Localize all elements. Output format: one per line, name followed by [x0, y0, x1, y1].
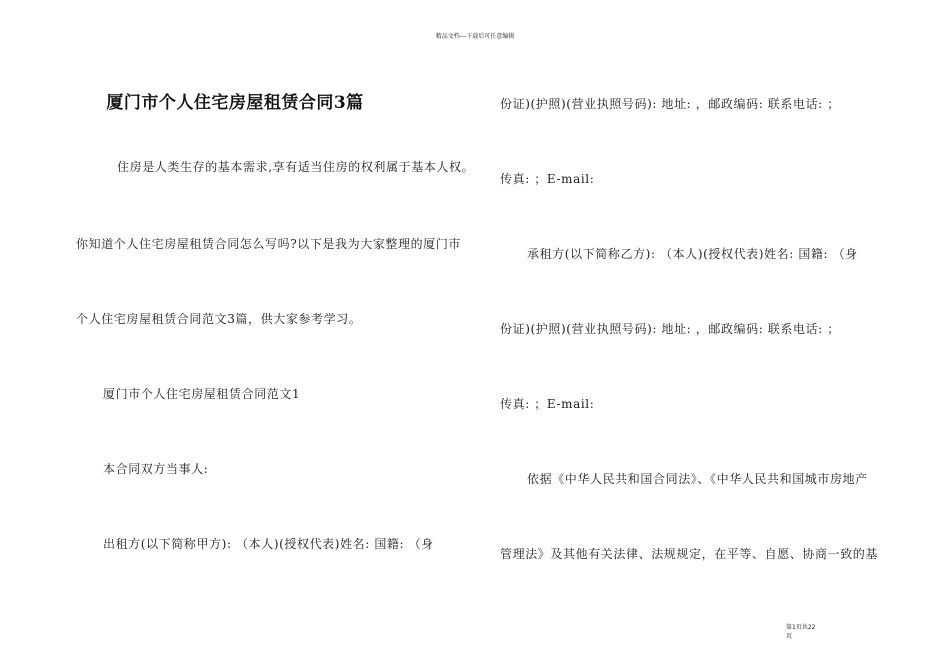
- paragraph-line: 本合同双方当事人:: [103, 462, 209, 476]
- paragraph-line: 份证)(护照)(营业执照号码): 地址: ，邮政编码: 联系电话: ；: [500, 97, 840, 111]
- paragraph-line: 依据《中华人民共和国合同法》、《中华人民共和国城市房地产: [527, 472, 868, 486]
- paragraph-line: 份证)(护照)(营业执照号码): 地址: ，邮政编码: 联系电话: ；: [500, 322, 840, 336]
- paragraph-line: 出租方(以下简称甲方): （本人)(授权代表)姓名: 国籍: （身: [103, 537, 434, 551]
- document-title: 厦门市个人住宅房屋租赁合同3篇: [106, 93, 364, 113]
- page-number: [786, 623, 815, 641]
- page-number-line: 第1页共22: [786, 624, 816, 631]
- paragraph-line: 管理法》及其他有关法律、法规规定，在平等、自愿、协商一致的基: [500, 547, 879, 561]
- section-heading: 厦门市个人住宅房屋租赁合同范文1: [103, 387, 301, 401]
- paragraph-line: 承租方(以下简称乙方): （本人)(授权代表)姓名: 国籍: （身: [527, 247, 858, 261]
- paragraph-line: 传真: ；E-mail:: [500, 172, 595, 186]
- paragraph-line: 个人住宅房屋租赁合同范文3篇，供大家参考学习。: [76, 312, 362, 326]
- paragraph-line: 传真: ；E-mail:: [500, 397, 595, 411]
- paragraph-line: 住房是人类生存的基本需求,享有适当住房的权利属于基本人权。: [117, 160, 475, 174]
- page-number-line: 页: [786, 633, 793, 640]
- paragraph-line: 你知道个人住宅房屋租赁合同怎么写吗?以下是我为大家整理的厦门市: [76, 237, 462, 251]
- header-note: 精品文档---下载后可任意编辑: [435, 33, 515, 40]
